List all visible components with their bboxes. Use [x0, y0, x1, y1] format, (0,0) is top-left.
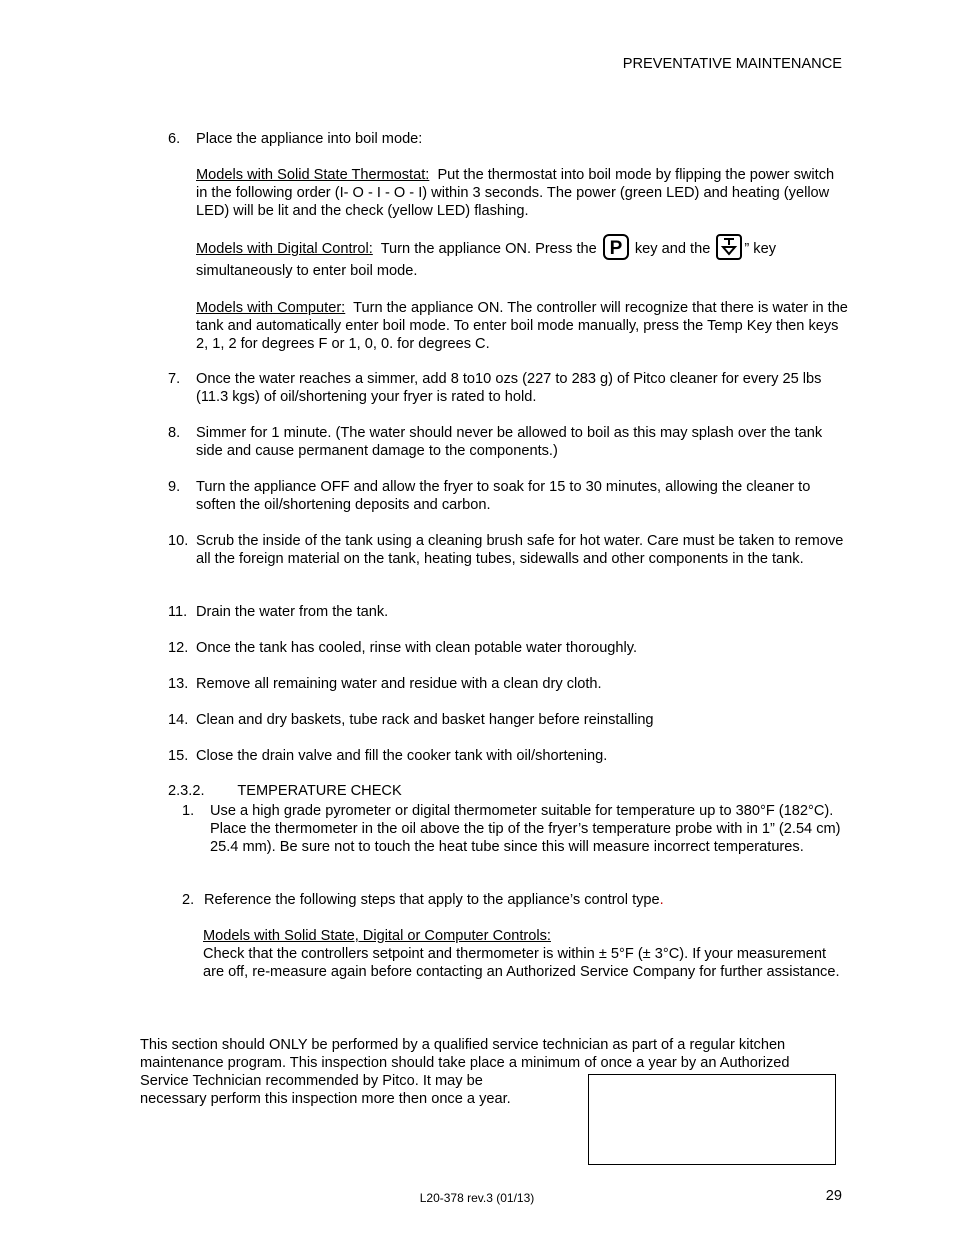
- digital-text-3: ” key simultaneously to enter boil mode.: [196, 241, 777, 280]
- controls-paragraph: [203, 927, 843, 981]
- page-number: 29: [825, 1188, 842, 1204]
- temperature-down-key-icon: [716, 234, 742, 260]
- svg-text:P: P: [609, 238, 623, 260]
- solid-state-label: Models with Solid State Thermostat:: [196, 167, 430, 183]
- computer-label: Models with Computer:: [196, 300, 346, 316]
- note-line-1: This section should ONLY be performed by a qualified service technician as part of a regular kitchen: [140, 1037, 786, 1053]
- step-number: 7.: [168, 371, 181, 387]
- step-number: 2.: [182, 892, 195, 908]
- step-number: 11.: [168, 604, 188, 620]
- step-number: 12.: [168, 640, 189, 656]
- solid-state-text: Put the thermostat into boil mode by flipping the power switch in the following order (I- O - I - O - I) within 3 seconds. The power (green LED) and heating (yellow LED) will be lit and the check (yellow LED) flashing.: [196, 167, 835, 219]
- step-text: Drain the water from the tank.: [196, 604, 389, 620]
- step-number: 9.: [168, 479, 181, 495]
- digital-text-1: Turn the appliance ON. Press the: [380, 241, 597, 257]
- step-text: Place the appliance into boil mode:: [196, 131, 423, 147]
- step-number: 8.: [168, 425, 181, 441]
- program-p-key-icon: [603, 234, 629, 260]
- step-number: 14.: [168, 712, 189, 728]
- step-text: Clean and dry baskets, tube rack and basket hanger before reinstalling: [196, 712, 654, 728]
- computer-paragraph: [196, 299, 848, 353]
- step-text: Once the tank has cooled, rinse with clean potable water thoroughly.: [196, 640, 638, 656]
- heading-number: 2.3.2.: [168, 783, 205, 799]
- step-text: Use a high grade pyrometer or digital thermometer suitable for temperature up to 380°F (182°C). Place the thermometer in the oil above the tip of the fryer’s temperature probe with in 1” (2.54 cm) 25.4 mm). Be sure not to touch the heat tube since this will measure incorrect temperatures.: [210, 803, 841, 855]
- step-number: 10.: [168, 533, 189, 549]
- temperature-check-heading: [168, 782, 402, 800]
- step-number: 6.: [168, 131, 181, 147]
- empty-frame-box: [588, 1074, 836, 1165]
- step-text: Simmer for 1 minute. (The water should never be allowed to boil as this may splash over the tank side and cause permanent damage to the components.): [196, 425, 823, 459]
- document-code: L20-378 rev.3 (01/13): [419, 1191, 535, 1205]
- digital-control-paragraph: [196, 238, 848, 282]
- digital-text-2: key and the: [634, 241, 711, 257]
- note-line-2: maintenance program. This inspection should take place a minimum of once a year by an Authorized: [140, 1055, 790, 1071]
- computer-text: Turn the appliance ON. The controller will recognize that there is water in the tank and automatically enter boil mode. To enter boil mode manually, press the Temp Key then keys 2, 1, 2 for degrees F or 1, 0, 0. for degrees C.: [196, 300, 848, 352]
- step-text: Close the drain valve and fill the cooker tank with oil/shortening.: [196, 748, 608, 764]
- digital-control-label: Models with Digital Control:: [196, 241, 373, 257]
- step-text: Remove all remaining water and residue with a clean dry cloth.: [196, 676, 602, 692]
- step-number: 1.: [182, 803, 195, 819]
- step-period: .: [659, 892, 664, 908]
- controls-text: Check that the controllers setpoint and thermometer is within ± 5°F (± 3°C). If your measurement are off, re-measure again before contacting an Authorized Service Company for further assistance.: [203, 946, 840, 980]
- step-text: Reference the following steps that apply to the appliance’s control type: [204, 892, 660, 908]
- note-line-4: necessary perform this inspection more then once a year.: [140, 1091, 511, 1107]
- page-header-section-title: PREVENTATIVE MAINTENANCE: [622, 56, 842, 72]
- controls-label: Models with Solid State, Digital or Computer Controls:: [203, 928, 551, 944]
- heading-text: TEMPERATURE CHECK: [237, 783, 402, 799]
- step-text: Scrub the inside of the tank using a cleaning brush safe for hot water. Care must be taken to remove all the foreign material on the tank, heating tubes, sidewalls and other components in the tank.: [196, 533, 844, 567]
- step-text: Once the water reaches a simmer, add 8 to10 ozs (227 to 283 g) of Pitco cleaner for every 25 lbs (11.3 kgs) of oil/shortening your fryer is rated to hold.: [196, 371, 822, 405]
- step-number: 15.: [168, 748, 189, 764]
- solid-state-paragraph: [196, 166, 848, 220]
- step-number: 13.: [168, 676, 189, 692]
- note-line-3: Service Technician recommended by Pitco. It may be: [140, 1073, 483, 1089]
- step-text: Turn the appliance OFF and allow the fryer to soak for 15 to 30 minutes, allowing the cleaner to soften the oil/shortening deposits and carbon.: [196, 479, 811, 513]
